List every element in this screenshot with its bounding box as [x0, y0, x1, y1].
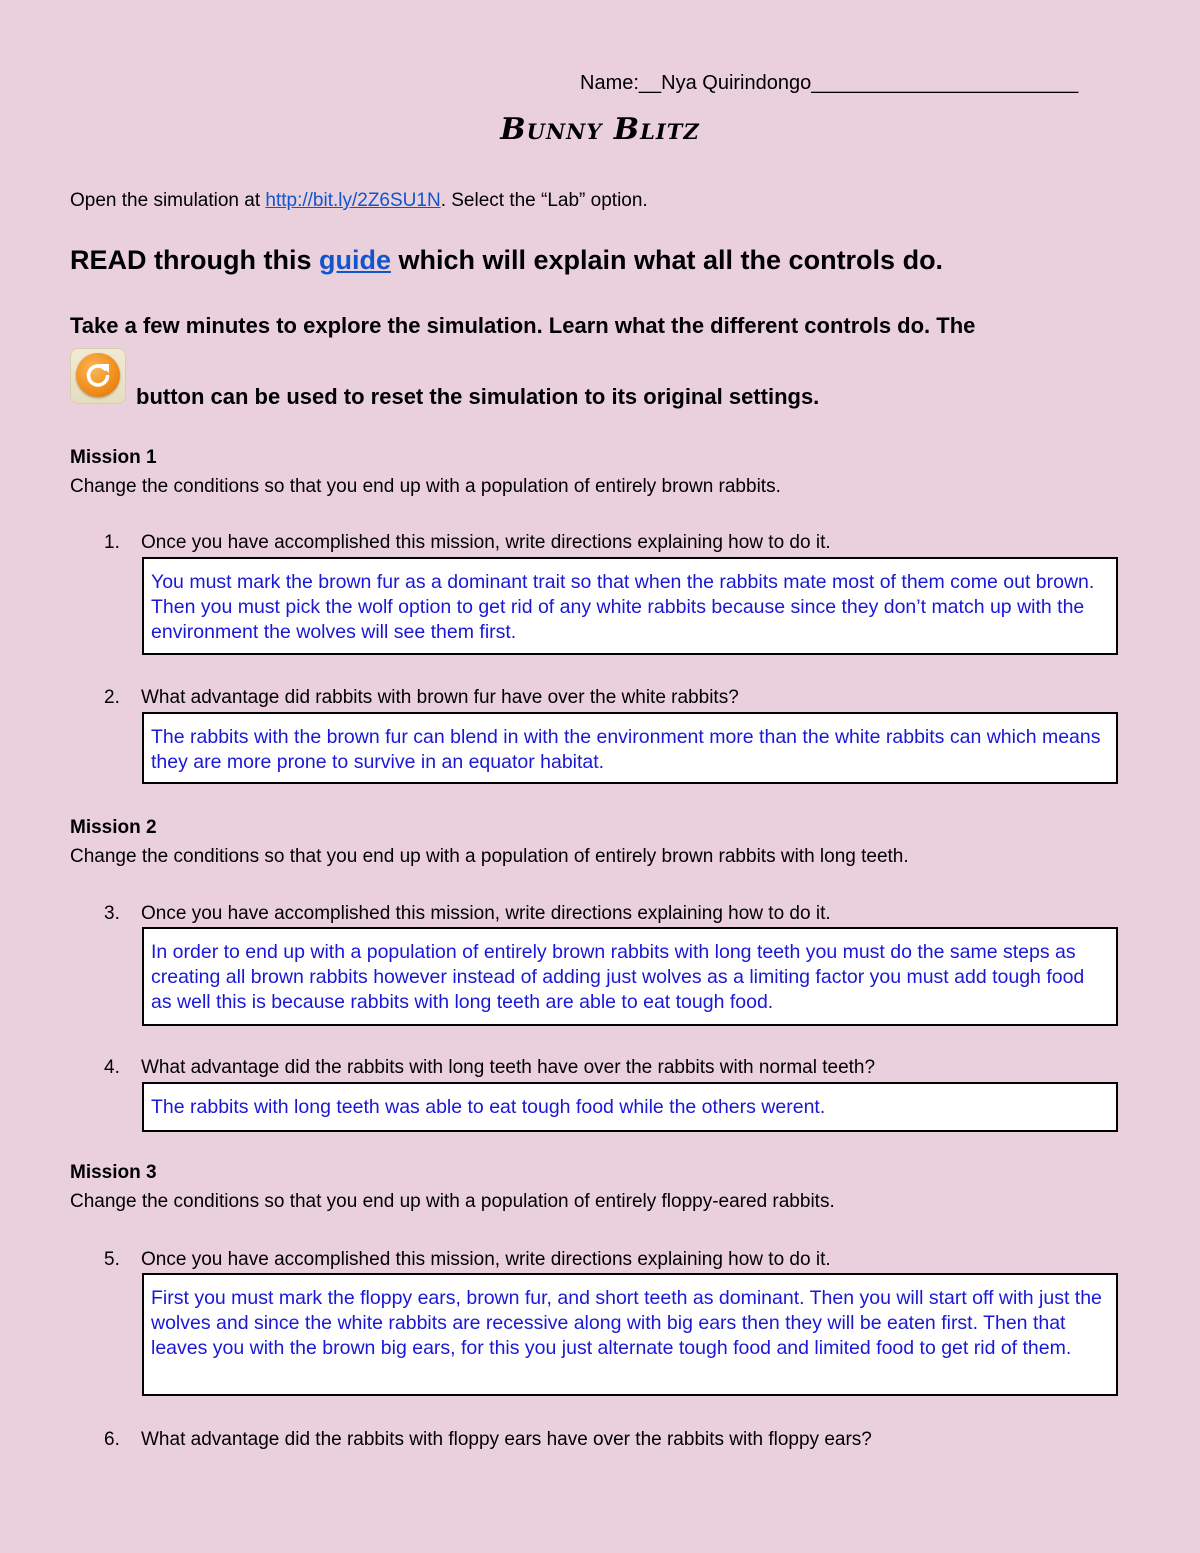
intro-text — [70, 190, 648, 212]
intro-suffix: . Select the “Lab” option. — [440, 190, 648, 211]
answer-box-1[interactable]: You must mark the brown fur as a dominant trait so that when the rabbits mate most of them come out brown. Then you must pick the wolf option to get rid of any white rabbits because since they don’t match up with the environment the wolves will see them first. — [142, 557, 1118, 655]
answer-box-5[interactable]: First you must mark the floppy ears, brown fur, and short teeth as dominant. Then you will start off with just the wolves and since the white rabbits are recessive along with big ears then they will be eaten first. Then that leaves you with the brown big ears, for this you just alternate tough food and limited food to get rid of them. — [142, 1273, 1118, 1396]
question-number: 1. — [104, 532, 120, 553]
read-instruction — [70, 245, 943, 276]
question-1 — [104, 532, 831, 554]
question-text: What advantage did the rabbits with long teeth have over the rabbits with normal teeth? — [141, 1057, 876, 1078]
mission-1-description: Change the conditions so that you end up with a population of entirely brown rabbits. — [70, 476, 781, 497]
name-value: __Nya Quirindongo________________________ — [638, 72, 1079, 94]
answer-box-4[interactable]: The rabbits with long teeth was able to eat tough food while the others werent. — [142, 1082, 1118, 1132]
simulation-link[interactable]: http://bit.ly/2Z6SU1N — [265, 190, 441, 211]
read-prefix: READ through this — [70, 245, 319, 275]
reset-circle — [76, 353, 120, 397]
question-3 — [104, 903, 831, 925]
question-2 — [104, 687, 739, 709]
explore-instruction: Take a few minutes to explore the simulation. Learn what the different controls do. The — [70, 313, 976, 338]
intro-prefix: Open the simulation at — [70, 190, 266, 211]
question-number: 3. — [104, 903, 120, 924]
name-line — [580, 72, 1078, 95]
reset-description: button can be used to reset the simulation to its original settings. — [136, 384, 820, 409]
mission-2-description: Change the conditions so that you end up with a population of entirely brown rabbits with long teeth. — [70, 846, 909, 867]
read-suffix: which will explain what all the controls do. — [390, 245, 944, 275]
question-4 — [104, 1057, 875, 1079]
mission-2-heading: Mission 2 — [70, 817, 157, 838]
answer-box-2[interactable]: The rabbits with the brown fur can blend in with the environment more than the white rabbits can which means they are more prone to survive in an equator habitat. — [142, 712, 1118, 784]
reset-icon — [70, 348, 126, 404]
question-text: Once you have accomplished this mission, write directions explaining how to do it. — [141, 903, 831, 924]
question-text: What advantage did the rabbits with floppy ears have over the rabbits with floppy ears? — [141, 1429, 872, 1450]
question-6 — [104, 1429, 872, 1451]
question-text: What advantage did rabbits with brown fur have over the white rabbits? — [141, 687, 739, 708]
question-number: 6. — [104, 1429, 120, 1450]
page-title: Bunny Blitz — [500, 112, 700, 147]
guide-link[interactable]: guide — [318, 245, 391, 275]
question-number: 4. — [104, 1057, 120, 1078]
question-text: Once you have accomplished this mission, write directions explaining how to do it. — [141, 1249, 831, 1270]
mission-1-heading: Mission 1 — [70, 447, 157, 468]
mission-3-description: Change the conditions so that you end up with a population of entirely floppy-eared rabbits. — [70, 1191, 835, 1212]
name-label: Name: — [580, 72, 639, 94]
reset-row — [70, 348, 1070, 408]
question-number: 2. — [104, 687, 120, 708]
mission-3-heading: Mission 3 — [70, 1162, 157, 1183]
question-5 — [104, 1249, 831, 1271]
answer-box-3[interactable]: In order to end up with a population of entirely brown rabbits with long teeth you must do the same steps as creating all brown rabbits however instead of adding just wolves as a limiting factor you must add tough food as well this is because rabbits with long teeth are able to eat tough food. — [142, 927, 1118, 1026]
question-number: 5. — [104, 1249, 120, 1270]
reset-arrow-icon — [83, 360, 113, 390]
question-text: Once you have accomplished this mission, write directions explaining how to do it. — [141, 532, 831, 553]
